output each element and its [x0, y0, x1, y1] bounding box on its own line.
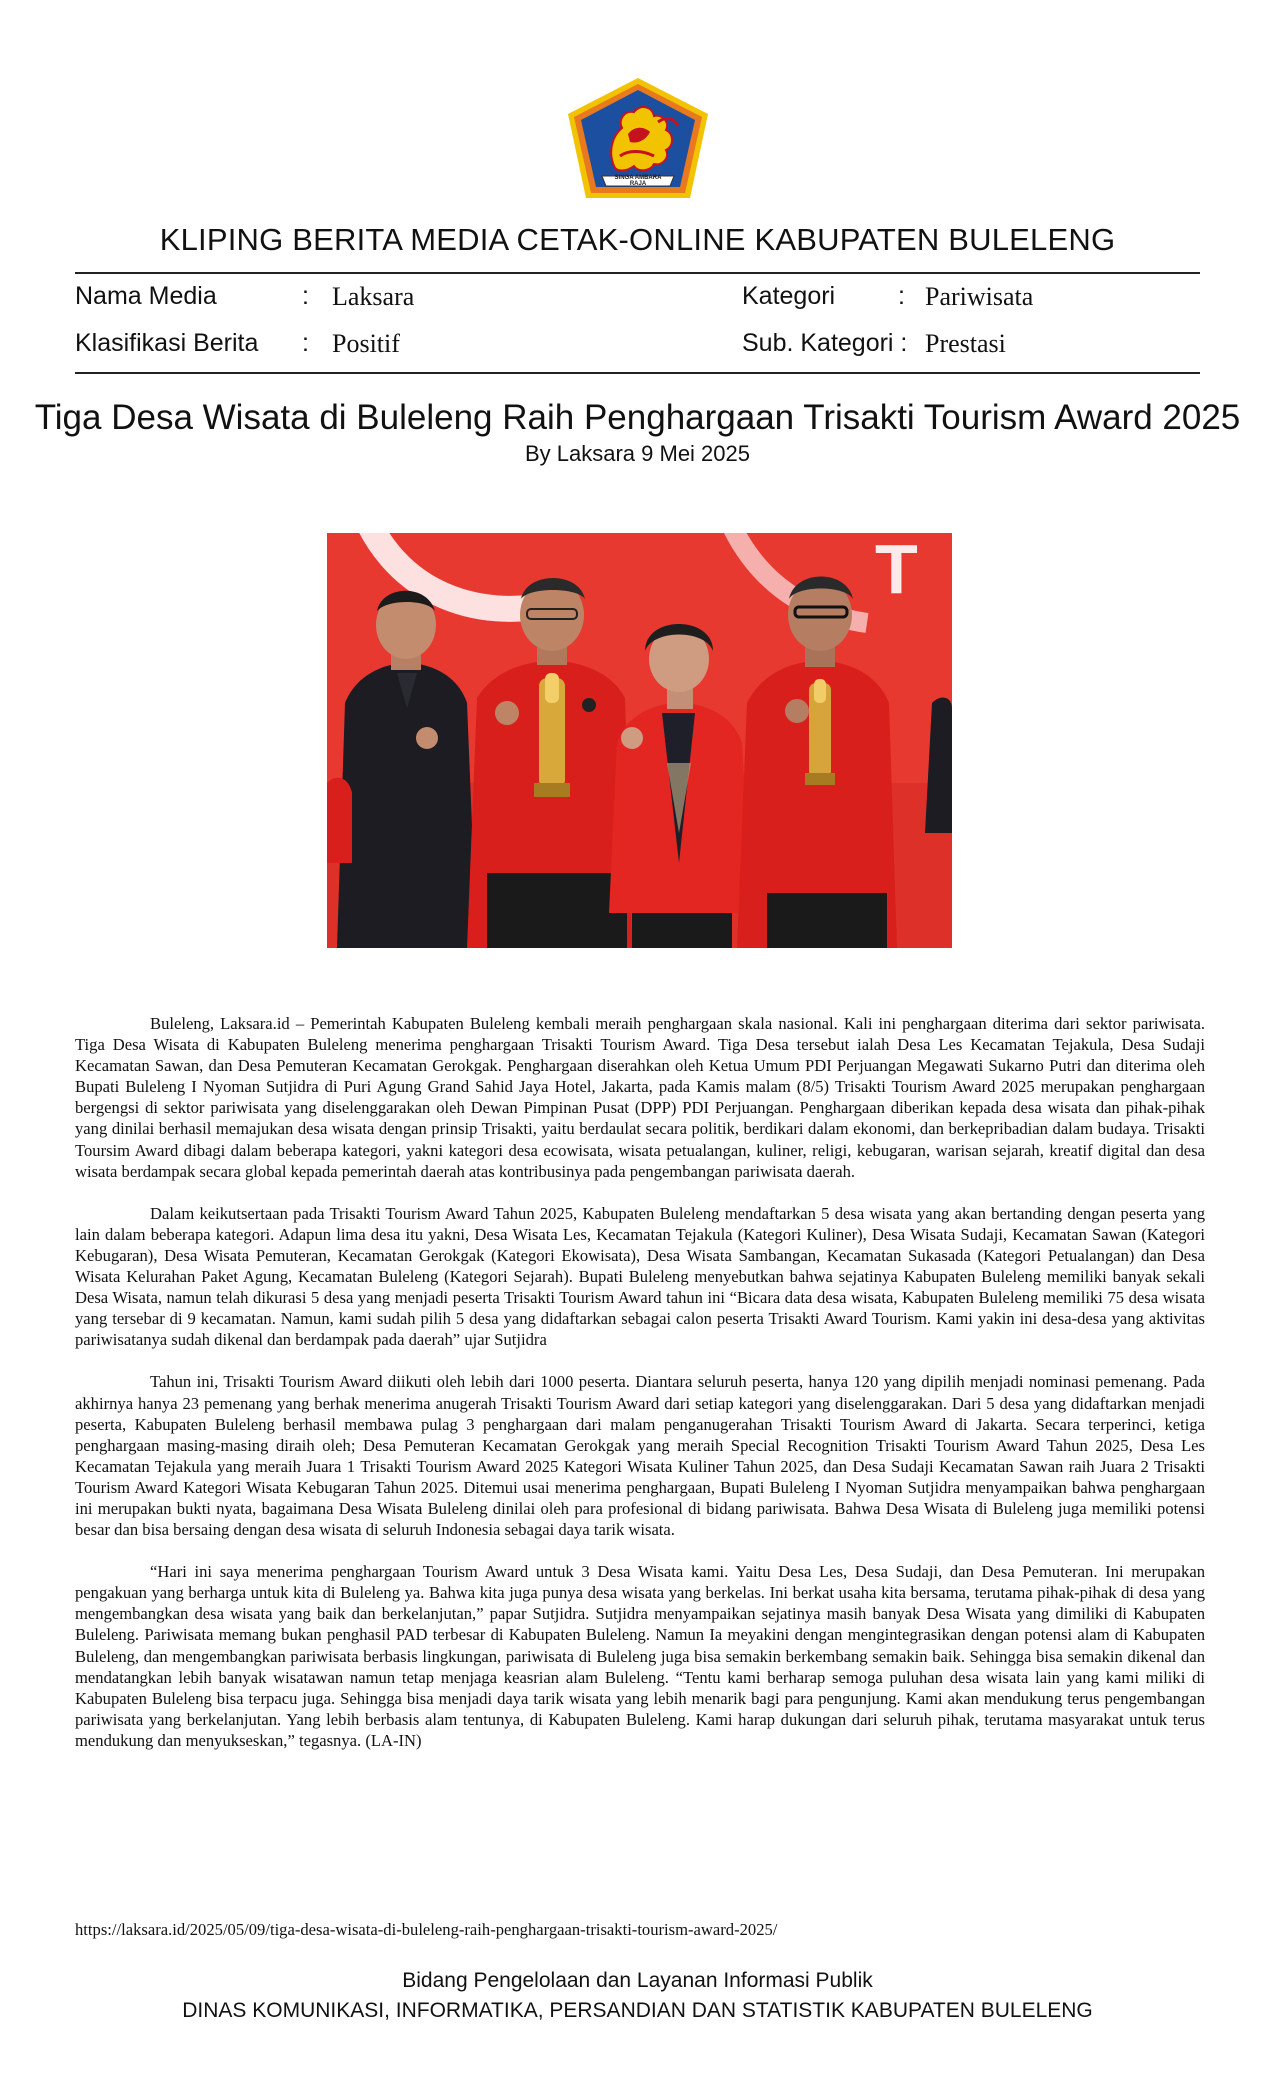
source-url-link[interactable]: https://laksara.id/2025/05/09/tiga-desa-wisata-di-buleleng-raih-penghargaan-trisakti-tourism-award-2025/ [75, 1920, 778, 1939]
footer-agency: DINAS KOMUNIKASI, INFORMATIKA, PERSANDIAN DAN STATISTIK KABUPATEN BULELENG [182, 1999, 1093, 2022]
sub-category-label: Sub. Kategori : [742, 329, 908, 357]
media-name-colon: : [302, 282, 309, 310]
header-divider-top [75, 272, 1200, 274]
clipping-header-title: KLIPING BERITA MEDIA CETAK-ONLINE KABUPATEN BULELENG [159, 222, 1116, 257]
news-classification-label: Klasifikasi Berita [75, 329, 259, 357]
svg-text:T: T [875, 533, 918, 608]
sub-category-value: Prestasi [925, 329, 1006, 358]
article-paragraph: “Hari ini saya menerima penghargaan Tourism Award untuk 3 Desa Wisata kami. Yaitu Desa Les, Desa Sudaji, dan Desa Pemuteran. Ini merupakan pengakuan yang berharga untuk kita di Buleleng ya. Bahwa kita juga punya desa wisata yang berkelas. Ini berkat usaha kita bersama, terutama pihak-pihak di desa yang mengembangkan desa wisata yang baik dan berkelanjutan,” papar Sutjidra. Sutjidra menyampaikan sejatinya masih banyak Desa Wisata yang dimiliki di Kabupaten Buleleng. Pariwisata memang bukan penghasil PAD terbesar di Kabupaten Buleleng. Namun Ia meyakini dengan mengintegrasikan dengan potensi alam di Kabupaten Buleleng, dan mengembangkan pariwisata berbasis lingkungan, pariwisata di Buleleng juga bisa semakin berkembang semakin baik. Sehingga bisa semakin dikenal dan mendatangkan lebih banyak wisatawan namun tetap menjaga keasrian alam Buleleng. “Tentu kami berharap semoga puluhan desa wisata lain yang kami miliki di Kabupaten Buleleng bisa terpacu juga. Sehingga bisa menjadi daya tarik wisata yang lebih menarik bagi para pengunjung. Kami akan mendukung terus pengembangan pariwisata yang berkelanjutan. Yang lebih berbasis alam tentunya, di Kabupaten Buleleng. Kami harap dukungan dari seluruh pihak, terutama masyarakat untuk terus mendukung dan menyukseskan,” tegasnya. (LA-IN) [75, 1562, 1205, 1750]
article-paragraph: Tahun ini, Trisakti Tourism Award diikuti oleh lebih dari 1000 peserta. Diantara seluruh peserta, hanya 120 yang dipilih menjadi nominasi pemenang. Pada akhirnya hanya 23 pemenang yang berhak menerima anugerah Trisakti Tourism Award dari setiap kategori yang diselenggarakan. Dari 5 desa yang didaftarkan menjadi peserta, Kabupaten Buleleng berhasil membawa pulag 3 penghargaan dari malam penganugerahan Trisakti Tourism Award di Jakarta. Secara terperinci, ketiga penghargaan masing-masing diraih oleh; Desa Pemuteran Kecamatan Gerokgak yang meraih Special Recognition Trisakti Tourism Award Tahun 2025, Desa Les Kecamatan Tejakula yang meraih Juara 1 Trisakti Tourism Award 2025 Kategori Wisata Kuliner Tahun 2025, dan Desa Sudaji Kecamatan Sawan raih Juara 2 Trisakti Tourism Award Kategori Wisata Kebugaran Tahun 2025. Ditemui usai menerima penghargaan, Bupati Buleleng I Nyoman Sutjidra menyampaikan bahwa penghargaan ini merupakan bukti nyata, bagaimana Desa Wisata Buleleng dinilai oleh para profesional di bidang pariwisata. Bahwa Desa Wisata di Buleleng juga memiliki potensi besar dan bisa bersaing dengan desa wisata di seluruh Indonesia sebagai daya tarik wisata. [75, 1372, 1205, 1540]
emblem-motto-text: SINGA AMBARA RAJA [614, 175, 662, 187]
buleleng-emblem-logo [562, 74, 714, 202]
media-name-label: Nama Media [75, 282, 217, 310]
award-ceremony-photo [327, 533, 952, 948]
category-label: Kategori [742, 282, 836, 310]
header-divider-bottom [75, 372, 1200, 374]
category-colon: : [898, 282, 905, 310]
article-byline: By Laksara 9 Mei 2025 [524, 441, 751, 466]
article-paragraph: Buleleng, Laksara.id – Pemerintah Kabupaten Buleleng kembali meraih penghargaan skala nasional. Kali ini penghargaan diterima dari sektor pariwisata. Tiga Desa Wisata di Kabupaten Buleleng menerima penghargaan Trisakti Tourism Award. Tiga Desa tersebut ialah Desa Les Kecamatan Tejakula, Desa Sudaji Kecamatan Sawan, dan Desa Pemuteran Kecamatan Gerokgak. Penghargaan diserahkan oleh Ketua Umum PDI Perjuangan Megawati Sukarno Putri dan diterima oleh Bupati Buleleng I Nyoman Sutjidra di Puri Agung Grand Sahid Jaya Hotel, Jakarta, pada Kamis malam (8/5) Trisakti Tourism Award 2025 merupakan penghargaan bergengsi di sektor pariwisata yang diselenggarakan oleh Dewan Pimpinan Pusat (DPP) PDI Perjuangan. Penghargaan diberikan kepada desa wisata dan pihak-pihak yang dinilai berhasil memajukan desa wisata dengan prinsip Trisakti, yaitu berdaulat secara politik, berdikari dalam ekonomi, dan berkepribadian dalam budaya. Trisakti Toursim Award dibagi dalam beberapa kategori, yakni kategori desa ecowisata, wisata petualangan, kuliner, religi, kebugaran, warisan sejarah, kreatif digital dan desa wisata berdampak secara global kepada pemerintah daerah atas kontribusinya pada pengembangan pariwisata daerah. [75, 1014, 1205, 1181]
footer-department: Bidang Pengelolaan dan Layanan Informasi Publik [402, 1969, 873, 1992]
category-value: Pariwisata [925, 282, 1034, 311]
article-title: Tiga Desa Wisata di Buleleng Raih Penghargaan Trisakti Tourism Award 2025 [34, 398, 1241, 437]
news-classification-colon: : [302, 329, 309, 357]
article-body [75, 1013, 1205, 1772]
article-paragraph: Dalam keikutsertaan pada Trisakti Tourism Award Tahun 2025, Kabupaten Buleleng mendaftarkan 5 desa wisata yang akan bertanding dengan peserta yang lain dalam beberapa kategori. Adapun lima desa itu yakni, Desa Wisata Les, Kecamatan Tejakula (Kategori Kuliner), Desa Wisata Sudaji, Kecamatan Sawan (Kategori Kebugaran), Desa Wisata Pemuteran, Kecamatan Gerokgak (Kategori Ekowisata), Desa Wisata Sambangan, Kecamatan Sukasada (Kategori Petualangan) dan Desa Wisata Kelurahan Paket Agung, Kecamatan Buleleng (Kategori Sejarah). Bupati Buleleng menyebutkan bahwa sejatinya Kabupaten Buleleng memiliki banyak sekali Desa Wisata, namun telah dikurasi 5 desa yang menjadi peserta Trisakti Tourism Award tahun ini “Bicara data desa wisata, Kabupaten Buleleng memiliki 75 desa wisata yang tersebar di 9 kecamatan. Namun, kami sudah pilih 5 desa yang didaftarkan sebagai calon peserta Trisakti Award Tourism. Kami yakin ini desa-desa yang aktivitas pariwisatanya sudah dikenal dan berdampak pada daerah” ujar Sutjidra [75, 1203, 1205, 1350]
news-classification-value: Positif [332, 329, 400, 358]
media-name-value: Laksara [332, 282, 415, 311]
